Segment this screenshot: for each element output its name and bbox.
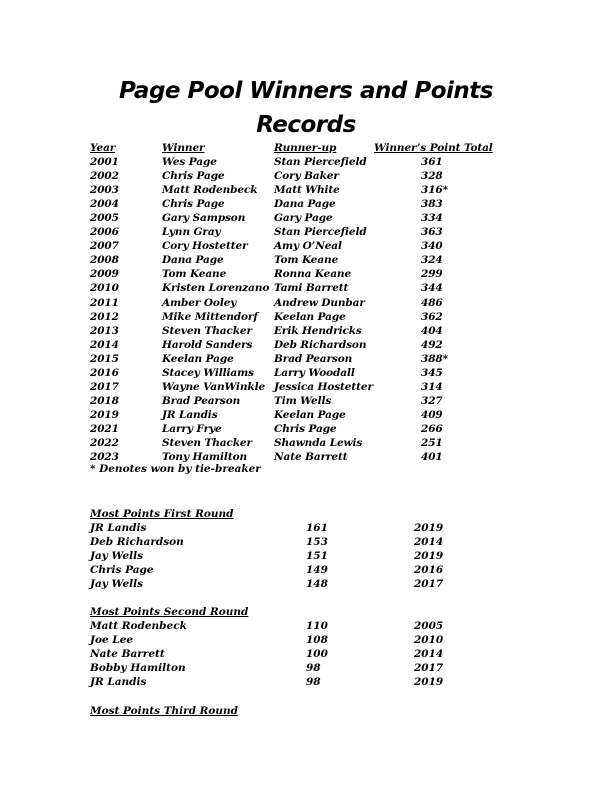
cell-winner: Brad Pearson bbox=[162, 394, 241, 407]
cell-points: 340 bbox=[421, 240, 443, 253]
cell-runner-up: Stan Piercefield bbox=[274, 226, 367, 239]
cell-points: 492 bbox=[421, 338, 443, 351]
record-year: 2016 bbox=[414, 564, 444, 577]
cell-winner: Steven Thacker bbox=[162, 324, 252, 337]
record-year: 2017 bbox=[414, 578, 444, 591]
list-item bbox=[90, 521, 444, 535]
cell-year: 2007 bbox=[90, 240, 119, 253]
cell-runner-up: Ronna Keane bbox=[274, 268, 352, 281]
cell-runner-up: Matt White bbox=[274, 184, 340, 197]
cell-runner-up: Erik Hendricks bbox=[274, 324, 362, 337]
header-winner: Winner bbox=[162, 142, 205, 154]
cell-winner: Dana Page bbox=[162, 254, 224, 267]
section-heading: Most Points First Round bbox=[90, 508, 234, 520]
cell-year: 2003 bbox=[90, 184, 119, 197]
record-year: 2014 bbox=[414, 536, 444, 549]
record-name: Jay Wells bbox=[90, 578, 144, 591]
list-item bbox=[90, 619, 444, 633]
record-points: 100 bbox=[306, 648, 328, 661]
list-item bbox=[90, 535, 444, 549]
cell-runner-up: Dana Page bbox=[274, 198, 336, 211]
cell-runner-up: Keelan Page bbox=[274, 310, 346, 323]
cell-winner: JR Landis bbox=[162, 408, 218, 421]
section-heading: Most Points Third Round bbox=[90, 705, 239, 717]
cell-points: 362 bbox=[421, 310, 443, 323]
cell-year: 2006 bbox=[90, 226, 119, 239]
cell-winner: Lynn Gray bbox=[162, 226, 221, 239]
list-item bbox=[90, 633, 444, 647]
list-item bbox=[90, 661, 444, 675]
cell-winner: Chris Page bbox=[162, 198, 225, 211]
cell-winner: Wes Page bbox=[162, 156, 217, 169]
header-points: Winner’s Point Total bbox=[374, 142, 493, 154]
list-item bbox=[90, 549, 444, 563]
list-item bbox=[90, 563, 444, 577]
record-year: 2019 bbox=[414, 522, 444, 535]
cell-points: 316* bbox=[421, 184, 449, 197]
record-points: 108 bbox=[306, 634, 328, 647]
cell-runner-up: Chris Page bbox=[274, 422, 337, 435]
cell-points: 328 bbox=[421, 170, 443, 183]
cell-runner-up: Tom Keane bbox=[274, 254, 339, 267]
cell-year: 2010 bbox=[90, 282, 119, 295]
cell-winner: Tony Hamilton bbox=[162, 451, 248, 464]
cell-runner-up: Andrew Dunbar bbox=[274, 296, 365, 309]
record-points: 149 bbox=[306, 564, 328, 577]
section-first-round bbox=[90, 507, 444, 591]
record-points: 151 bbox=[306, 550, 328, 563]
list-item bbox=[90, 577, 444, 591]
cell-year: 2021 bbox=[90, 422, 119, 435]
section-third-round bbox=[90, 704, 238, 718]
cell-runner-up: Gary Page bbox=[274, 212, 333, 225]
cell-runner-up: Shawnda Lewis bbox=[274, 436, 363, 449]
page-title-line-2: Records bbox=[256, 112, 356, 138]
cell-year: 2014 bbox=[90, 338, 119, 351]
cell-year: 2004 bbox=[90, 198, 119, 211]
cell-winner: Stacey Williams bbox=[162, 366, 254, 379]
record-year: 2019 bbox=[414, 676, 444, 689]
record-name: Jay Wells bbox=[90, 550, 144, 563]
cell-points: 361 bbox=[421, 156, 443, 169]
cell-points: 324 bbox=[421, 254, 443, 267]
cell-points: 345 bbox=[421, 366, 443, 379]
cell-year: 2023 bbox=[90, 451, 119, 464]
record-year: 2014 bbox=[414, 648, 444, 661]
record-name: Bobby Hamilton bbox=[90, 662, 186, 675]
header-runner-up: Runner-up bbox=[274, 142, 337, 154]
record-points: 110 bbox=[306, 620, 328, 633]
cell-points: 409 bbox=[421, 408, 443, 421]
list-item bbox=[90, 647, 444, 661]
cell-winner: Tom Keane bbox=[162, 268, 227, 281]
cell-year: 2008 bbox=[90, 254, 119, 267]
cell-runner-up: Keelan Page bbox=[274, 408, 346, 421]
cell-year: 2009 bbox=[90, 268, 119, 281]
tie-breaker-footnote: * Denotes won by tie-breaker bbox=[90, 463, 261, 475]
record-name: JR Landis bbox=[90, 676, 147, 689]
cell-year: 2002 bbox=[90, 170, 119, 183]
cell-year: 2016 bbox=[90, 366, 119, 379]
cell-winner: Amber Ooley bbox=[162, 296, 237, 309]
cell-runner-up: Cory Baker bbox=[274, 170, 339, 183]
record-year: 2017 bbox=[414, 662, 444, 675]
cell-year: 2022 bbox=[90, 436, 119, 449]
section-second-round bbox=[90, 605, 444, 689]
cell-points: 401 bbox=[421, 451, 443, 464]
cell-points: 388* bbox=[421, 352, 449, 365]
cell-runner-up: Jessica Hostetter bbox=[274, 380, 373, 393]
record-name: Deb Richardson bbox=[90, 536, 184, 549]
cell-points: 486 bbox=[421, 296, 443, 309]
record-name: JR Landis bbox=[90, 522, 147, 535]
record-name: Joe Lee bbox=[90, 634, 134, 647]
cell-runner-up: Larry Woodall bbox=[274, 366, 355, 379]
record-points: 98 bbox=[306, 662, 321, 675]
cell-points: 266 bbox=[421, 422, 443, 435]
cell-winner: Keelan Page bbox=[162, 352, 234, 365]
cell-runner-up: Amy O’Neal bbox=[274, 240, 342, 253]
record-points: 148 bbox=[306, 578, 328, 591]
cell-year: 2001 bbox=[90, 156, 119, 169]
cell-winner: Wayne VanWinkle bbox=[162, 380, 266, 393]
cell-points: 404 bbox=[421, 324, 443, 337]
record-name: Chris Page bbox=[90, 564, 154, 577]
cell-runner-up: Nate Barrett bbox=[274, 451, 348, 464]
cell-points: 327 bbox=[421, 394, 443, 407]
cell-points: 251 bbox=[421, 436, 443, 449]
cell-year: 2019 bbox=[90, 408, 119, 421]
cell-year: 2005 bbox=[90, 212, 119, 225]
cell-winner: Mike Mittendorf bbox=[162, 310, 258, 323]
cell-year: 2011 bbox=[90, 296, 119, 309]
page-title-line-1: Page Pool Winners and Points bbox=[119, 78, 493, 104]
cell-winner: Matt Rodenbeck bbox=[162, 184, 258, 197]
record-year: 2019 bbox=[414, 550, 444, 563]
cell-points: 299 bbox=[421, 268, 443, 281]
record-name: Matt Rodenbeck bbox=[90, 620, 187, 633]
cell-winner: Kristen Lorenzano bbox=[162, 282, 270, 295]
cell-points: 344 bbox=[421, 282, 443, 295]
record-points: 161 bbox=[306, 522, 328, 535]
cell-runner-up: Brad Pearson bbox=[274, 352, 353, 365]
cell-winner: Steven Thacker bbox=[162, 436, 252, 449]
header-year: Year bbox=[90, 142, 116, 154]
cell-year: 2012 bbox=[90, 310, 119, 323]
section-heading: Most Points Second Round bbox=[90, 606, 249, 618]
cell-year: 2013 bbox=[90, 324, 119, 337]
cell-year: 2017 bbox=[90, 380, 119, 393]
cell-points: 363 bbox=[421, 226, 443, 239]
cell-runner-up: Tim Wells bbox=[274, 394, 332, 407]
cell-year: 2015 bbox=[90, 352, 119, 365]
cell-runner-up: Deb Richardson bbox=[274, 338, 367, 351]
record-year: 2010 bbox=[414, 634, 444, 647]
cell-points: 383 bbox=[421, 198, 443, 211]
record-name: Nate Barrett bbox=[90, 648, 165, 661]
page-title bbox=[0, 74, 612, 142]
cell-runner-up: Stan Piercefield bbox=[274, 156, 367, 169]
record-year: 2005 bbox=[414, 620, 444, 633]
list-item bbox=[90, 675, 444, 689]
cell-winner: Cory Hostetter bbox=[162, 240, 248, 253]
record-points: 98 bbox=[306, 676, 321, 689]
cell-winner: Harold Sanders bbox=[162, 338, 253, 351]
cell-winner: Larry Frye bbox=[162, 422, 222, 435]
record-points: 153 bbox=[306, 536, 328, 549]
cell-points: 314 bbox=[421, 380, 443, 393]
cell-winner: Gary Sampson bbox=[162, 212, 246, 225]
cell-points: 334 bbox=[421, 212, 443, 225]
cell-runner-up: Tami Barrett bbox=[274, 282, 349, 295]
cell-year: 2018 bbox=[90, 394, 119, 407]
cell-winner: Chris Page bbox=[162, 170, 225, 183]
